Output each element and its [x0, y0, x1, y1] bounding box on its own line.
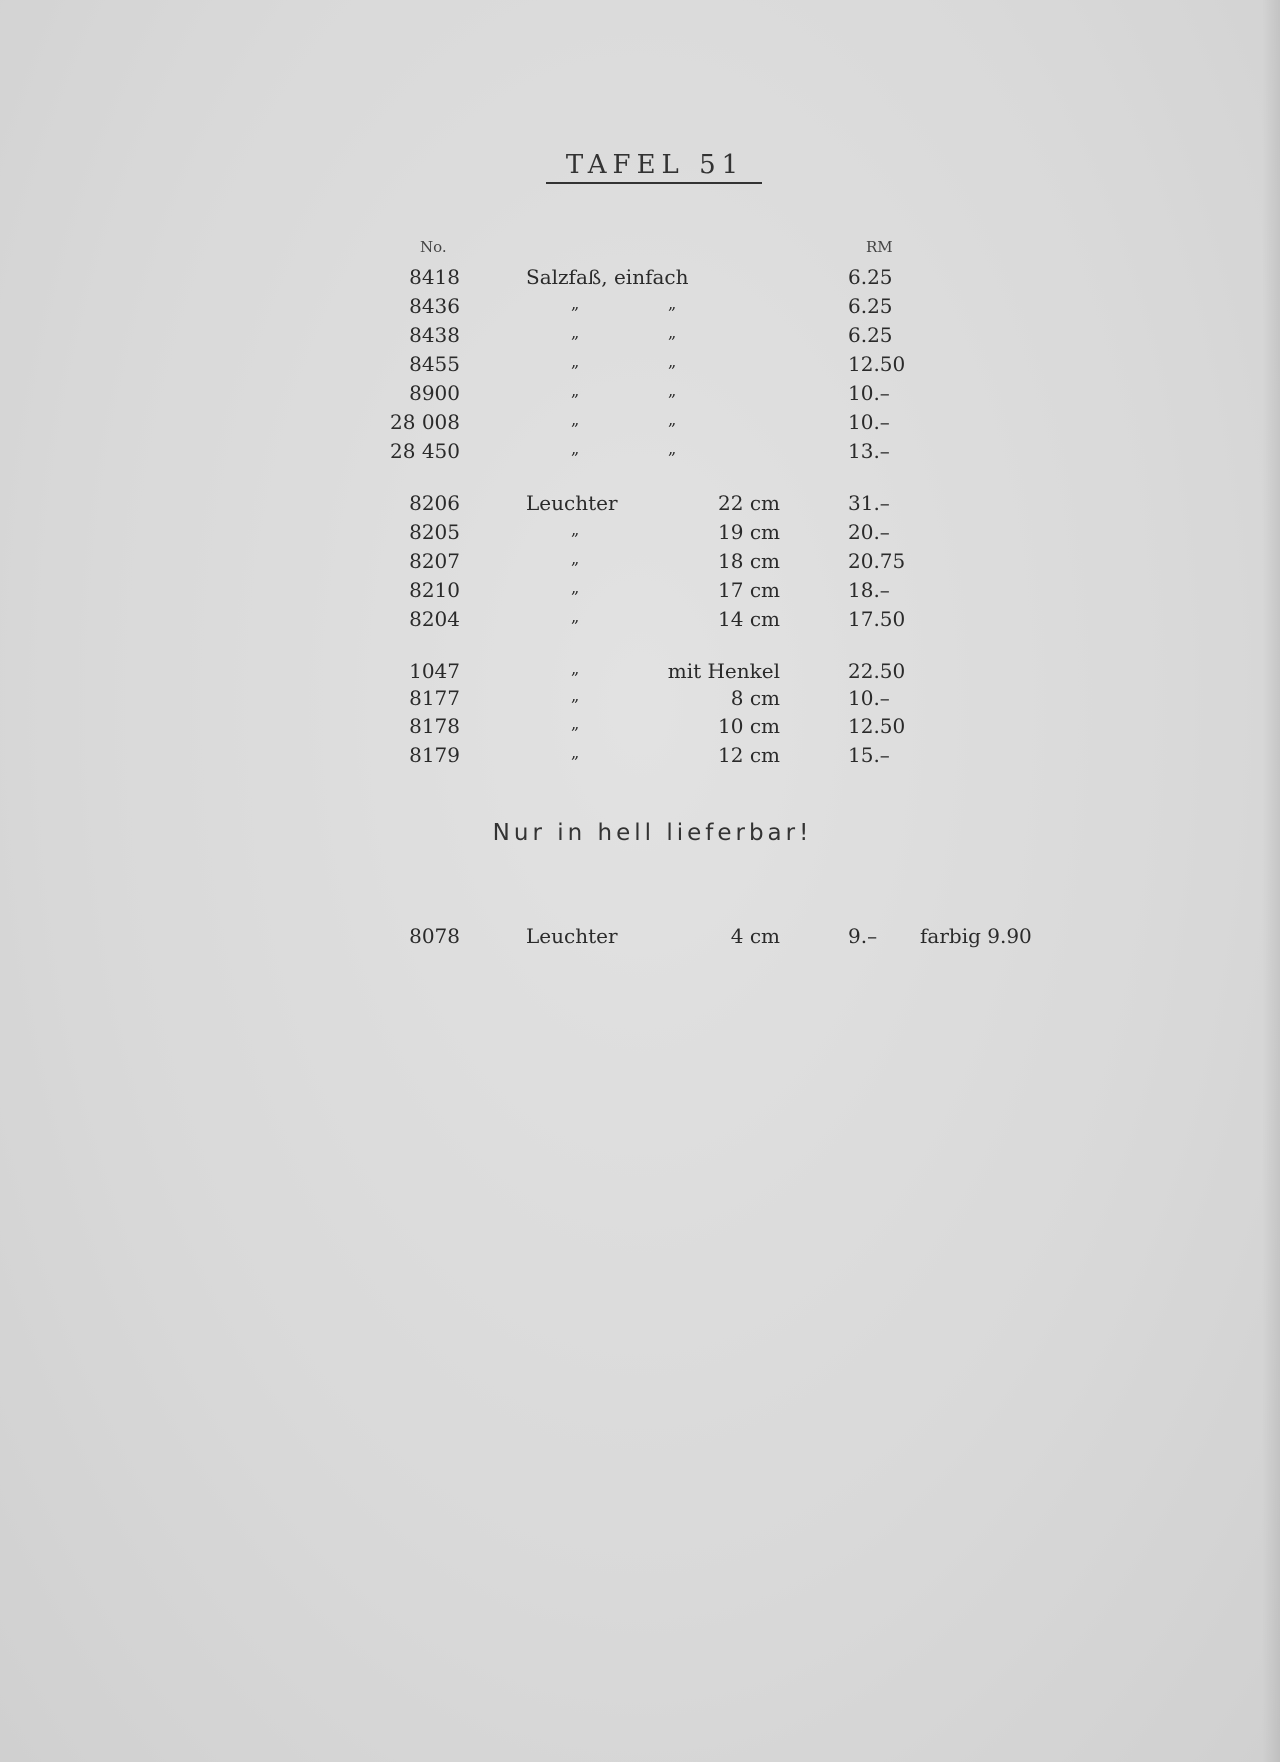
table-row [0, 578, 1280, 607]
table-row [0, 714, 1280, 743]
table-row [0, 265, 1280, 294]
item-number: 28 450 [390, 439, 460, 463]
item-name: Leuchter [526, 924, 618, 948]
page-title: TAFEL 51 [565, 150, 745, 180]
ditto-mark: „ [571, 352, 580, 371]
table-row [0, 323, 1280, 352]
table-row [0, 659, 1280, 688]
table-row [0, 686, 1280, 715]
title-underline [546, 182, 762, 184]
item-color-price: farbig 9.90 [920, 924, 1032, 948]
item-number: 8210 [409, 578, 460, 602]
item-number: 8078 [409, 924, 460, 948]
item-number: 8436 [409, 294, 460, 318]
ditto-mark: „ [571, 294, 580, 313]
item-number: 1047 [409, 659, 460, 683]
item-price: 10.– [848, 381, 890, 405]
item-price: 10.– [848, 410, 890, 434]
table-row [0, 520, 1280, 549]
item-name: Salzfaß, einfach [526, 265, 689, 289]
item-price: 15.– [848, 743, 890, 767]
extra-row [0, 924, 1280, 953]
ditto-mark: „ [668, 381, 677, 400]
item-number: 8178 [409, 714, 460, 738]
table-row [0, 381, 1280, 410]
ditto-mark: „ [668, 352, 677, 371]
ditto-mark: „ [571, 520, 580, 539]
item-price: 13.– [848, 439, 890, 463]
item-number: 8438 [409, 323, 460, 347]
item-price: 31.– [848, 491, 890, 515]
item-price: 22.50 [848, 659, 906, 683]
ditto-mark: „ [668, 323, 677, 342]
table-row [0, 410, 1280, 439]
item-number: 8179 [409, 743, 460, 767]
item-number: 8455 [409, 352, 460, 376]
item-price: 6.25 [848, 294, 893, 318]
item-number: 8206 [409, 491, 460, 515]
item-price: 20.– [848, 520, 890, 544]
availability-notice: Nur in hell lieferbar! [492, 820, 813, 846]
ditto-mark: „ [571, 659, 580, 678]
item-price: 9.– [848, 924, 878, 948]
ditto-mark: „ [668, 294, 677, 313]
item-size: 4 cm [730, 924, 780, 948]
item-name: Leuchter [526, 491, 618, 515]
item-number: 8177 [409, 686, 460, 710]
ditto-mark: „ [571, 743, 580, 762]
ditto-mark: „ [571, 381, 580, 400]
item-price: 10.– [848, 686, 890, 710]
item-price: 17.50 [848, 607, 906, 631]
table-row [0, 439, 1280, 468]
item-size: 22 cm [718, 491, 780, 515]
table-row [0, 491, 1280, 520]
ditto-mark: „ [571, 607, 580, 626]
item-size: 12 cm [718, 743, 780, 767]
table-row [0, 352, 1280, 381]
item-size: 19 cm [718, 520, 780, 544]
item-number: 8205 [409, 520, 460, 544]
item-size: 18 cm [718, 549, 780, 573]
item-size: 8 cm [730, 686, 780, 710]
ditto-mark: „ [668, 439, 677, 458]
item-size: 10 cm [718, 714, 780, 738]
table-row [0, 607, 1280, 636]
ditto-mark: „ [571, 439, 580, 458]
table-row [0, 549, 1280, 578]
item-number: 28 008 [390, 410, 460, 434]
ditto-mark: „ [571, 549, 580, 568]
ditto-mark: „ [571, 323, 580, 342]
item-size: 17 cm [718, 578, 780, 602]
item-price: 18.– [848, 578, 890, 602]
ditto-mark: „ [571, 714, 580, 733]
item-size: 14 cm [718, 607, 780, 631]
item-price: 12.50 [848, 714, 906, 738]
item-price: 6.25 [848, 323, 893, 347]
item-number: 8900 [409, 381, 460, 405]
item-number: 8207 [409, 549, 460, 573]
item-price: 20.75 [848, 549, 906, 573]
ditto-mark: „ [571, 578, 580, 597]
item-price: 12.50 [848, 352, 906, 376]
table-row [0, 294, 1280, 323]
item-number: 8418 [409, 265, 460, 289]
ditto-mark: „ [571, 410, 580, 429]
table-row [0, 743, 1280, 772]
header-no: No. [420, 238, 447, 256]
item-price: 6.25 [848, 265, 893, 289]
header-rm: RM [866, 238, 893, 256]
ditto-mark: „ [571, 686, 580, 705]
ditto-mark: „ [668, 410, 677, 429]
item-size: mit Henkel [667, 659, 780, 683]
item-number: 8204 [409, 607, 460, 631]
